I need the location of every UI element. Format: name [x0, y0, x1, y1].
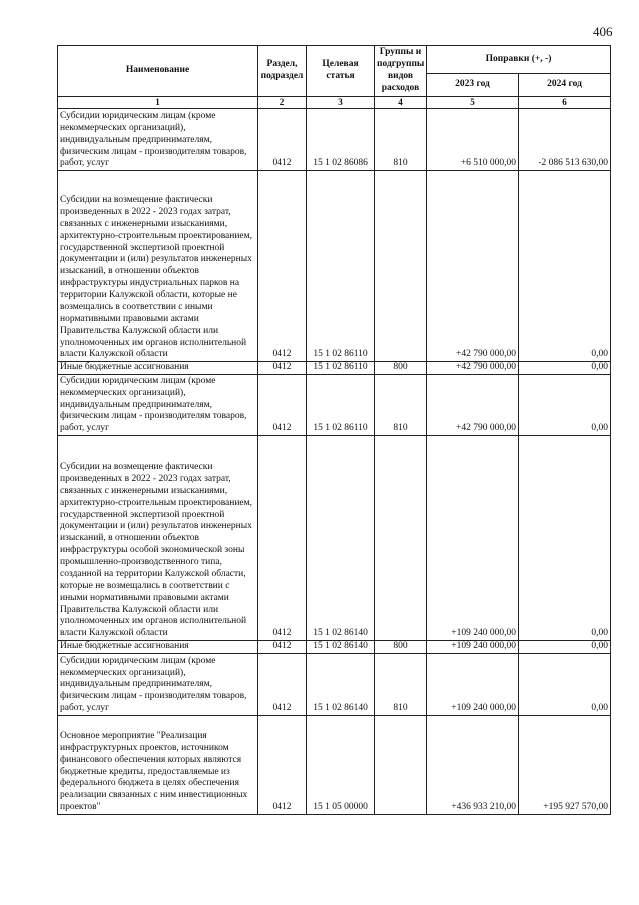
- column-number: 4: [375, 97, 427, 109]
- row-group: 810: [375, 375, 427, 436]
- row-amount-2024: 0,00: [519, 641, 611, 654]
- row-amount-2024: 0,00: [519, 362, 611, 375]
- column-number: 2: [258, 97, 307, 109]
- row-amount-2023: +42 790 000,00: [427, 362, 519, 375]
- row-target: 15 1 02 86110: [307, 362, 375, 375]
- row-amount-2024: 0,00: [519, 375, 611, 436]
- table-row: [58, 109, 611, 171]
- row-group: 810: [375, 654, 427, 716]
- row-name: Субсидии юридическим лицам (кроме некоммерческих организаций), индивидуальным предпринимателям, физическим лицам - производителям товаров, работ, услуг: [58, 109, 258, 171]
- row-amount-2023: +109 240 000,00: [427, 436, 519, 641]
- row-section: 0412: [258, 171, 307, 362]
- row-amount-2024: -2 086 513 630,00: [519, 109, 611, 171]
- table-row: [58, 641, 611, 654]
- row-group: 800: [375, 641, 427, 654]
- row-group: [375, 716, 427, 815]
- row-section: 0412: [258, 436, 307, 641]
- row-amount-2024: 0,00: [519, 436, 611, 641]
- table-row: [58, 716, 611, 815]
- row-group: 800: [375, 362, 427, 375]
- row-amount-2024: 0,00: [519, 654, 611, 716]
- row-name: Субсидии юридическим лицам (кроме некоммерческих организаций), индивидуальным предпринимателям, физическим лицам - производителям товаров, работ, услуг: [58, 375, 258, 436]
- row-section: 0412: [258, 375, 307, 436]
- row-amount-2023: +6 510 000,00: [427, 109, 519, 171]
- page-number: 406: [593, 24, 613, 39]
- column-number: 5: [427, 97, 519, 109]
- row-target: 15 1 05 00000: [307, 716, 375, 815]
- row-amount-2023: +42 790 000,00: [427, 375, 519, 436]
- row-section: 0412: [258, 362, 307, 375]
- row-target: 15 1 02 86110: [307, 375, 375, 436]
- column-number: 1: [58, 97, 258, 109]
- table-row: [58, 375, 611, 436]
- row-name: Субсидии юридическим лицам (кроме некоммерческих организаций), индивидуальным предпринимателям, физическим лицам - производителям товаров, работ, услуг: [58, 654, 258, 716]
- table-row: [58, 171, 611, 362]
- row-section: 0412: [258, 109, 307, 171]
- row-group: 810: [375, 109, 427, 171]
- row-section: 0412: [258, 654, 307, 716]
- row-amount-2023: +109 240 000,00: [427, 654, 519, 716]
- header-groups: Группы и подгруппы видов расходов: [375, 46, 427, 97]
- header-year-2024: 2024 год: [519, 74, 611, 97]
- row-section: 0412: [258, 641, 307, 654]
- column-number: 3: [307, 97, 375, 109]
- row-name: Субсидии на возмещение фактически произведенных в 2022 - 2023 годах затрат, связанных с инженерными изысканиями, архитектурно-строительным проектированием, государственной экспертизой проектной документации и (или) результатов инженерных изысканий, в отношении объектов инфраструктуры особой экономической зоны промышленно-производственного типа, созданной на территории Калужской области, которые не возмещались в соответствии с иными нормативными правовыми актами Правительства Калужской области или уполномоченных им органов исполнительной власти Калужской области: [58, 436, 258, 641]
- row-amount-2024: 0,00: [519, 171, 611, 362]
- row-amount-2024: +195 927 570,00: [519, 716, 611, 815]
- row-target: 15 1 02 86110: [307, 171, 375, 362]
- row-group: [375, 436, 427, 641]
- row-target: 15 1 02 86140: [307, 654, 375, 716]
- row-name: Иные бюджетные ассигнования: [58, 362, 258, 375]
- row-target: 15 1 02 86140: [307, 641, 375, 654]
- header-name: Наименование: [58, 46, 258, 97]
- budget-amendments-table: [57, 45, 611, 815]
- row-amount-2023: +109 240 000,00: [427, 641, 519, 654]
- row-section: 0412: [258, 716, 307, 815]
- table-row: [58, 654, 611, 716]
- column-number: 6: [519, 97, 611, 109]
- row-name: Субсидии на возмещение фактически произведенных в 2022 - 2023 годах затрат, связанных с инженерными изысканиями, архитектурно-строительным проектированием, государственной экспертизой проектной документации и (или) результатов инженерных изысканий, в отношении объектов инфраструктуры индустриальных парков на территории Калужской области, которые не возмещались в соответствии с иными нормативными правовыми актами Правительства Калужской области или уполномоченных им органов исполнительной власти Калужской области: [58, 171, 258, 362]
- row-target: 15 1 02 86140: [307, 436, 375, 641]
- header-amendments: Поправки (+, -): [427, 46, 611, 74]
- table-row: [58, 362, 611, 375]
- row-group: [375, 171, 427, 362]
- row-target: 15 1 02 86086: [307, 109, 375, 171]
- row-amount-2023: +42 790 000,00: [427, 171, 519, 362]
- row-name: Основное мероприятие "Реализация инфраструктурных проектов, источником финансового обеспечения которых являются бюджетные кредиты, предоставляемые из федерального бюджета в целях обеспечения реализации связанных с ним инвестиционных проектов": [58, 716, 258, 815]
- header-section: Раздел, подраздел: [258, 46, 307, 97]
- header-year-2023: 2023 год: [427, 74, 519, 97]
- table-row: [58, 436, 611, 641]
- row-amount-2023: +436 933 210,00: [427, 716, 519, 815]
- header-target: Целевая статья: [307, 46, 375, 97]
- row-name: Иные бюджетные ассигнования: [58, 641, 258, 654]
